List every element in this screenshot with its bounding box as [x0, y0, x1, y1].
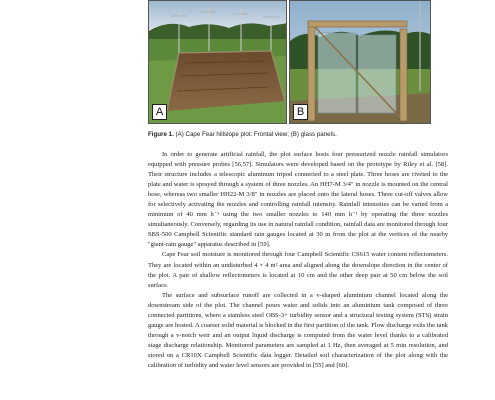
panel-label-b: B: [293, 104, 308, 120]
body-text: [148, 150, 448, 371]
photo-panel-a: [148, 0, 287, 124]
panel-label-a: A: [152, 104, 167, 120]
figure-caption-label: Figure 1.: [148, 131, 174, 138]
figure-1: [148, 0, 438, 124]
figure-caption: [148, 131, 448, 138]
glass-panels-image: [290, 1, 431, 124]
figure-caption-text: (A) Cape Fear hillslope plot: Frontal view; (B) glass panels.: [173, 131, 337, 138]
hillslope-plot-image: [149, 1, 287, 124]
paragraph: The surface and subsurface runoff are collected in a v-shaped aluminium channel located along the downstream side of the plot. The channel pours water and solids into an aluminium tank composed of three connected partitions, where a stainless steel OBS-3+ turbidity sensor and a structural testing system (STS) strain gauge are hosted. A coarser solid material is blocked in the first partition of the tank. Flow discharge exits the tank through a v-notch weir and an output liquid discharge is computed from the water level thanks to a calibrated stage discharge relationship. Monitored parameters are sampled at 1 Hz, then averaged at 5 min resolution, and stored on a CR10X Campbell Scientific data logger. Detailed soil characterization of the plot along with the calibration of turbidity and water level sensors are provided in [55] and [60].: [148, 291, 448, 369]
photo-panel-b: [289, 0, 431, 124]
paragraph: Cape Fear soil moisture is monitored through four Campbell Scientific CS615 water content reflectometers. They are located within an undisturbed 4 × 4 m² area and aligned along the downslope direction in the center of the plot. A pair of shallow reflectometers is located at 10 cm and the other deep pair at 50 cm below the soil surface.: [148, 251, 448, 289]
paragraph: In order to generate artificial rainfall, the plot surface hosts four pressurized nozzle rainfall simulators equipped with pressure probes [56,57]. Simulators were developed based on the prototype by Riley et al. [58]. Their structure includes a telescopic aluminum tripod connected to a steel plate. Three hoses are riveted to the plate and water is sprayed through a system of three nozzles. An HH7-M 3/4" in nozzle is mounted on the central hose, whereas two smaller HH22-M 3/8" in nozzles are placed onto the lateral hoses. Three cut-off valves allow for selectively activating the nozzles and controlling rainfall intensity. Rainfall intensities can be varied from a minimum of 40 mm h⁻¹ using the two smaller nozzles to 140 mm h⁻¹ by operating the three nozzles simultaneously. Conversely, regarding its use in natural rainfall condition, rainfall data are monitored through four SBS-500 Campbell Scientific standard rain gauges located at 30 m from the plot at the vertices of the nearby "giant-rain gauge" apparatus described in [59].: [148, 151, 448, 249]
